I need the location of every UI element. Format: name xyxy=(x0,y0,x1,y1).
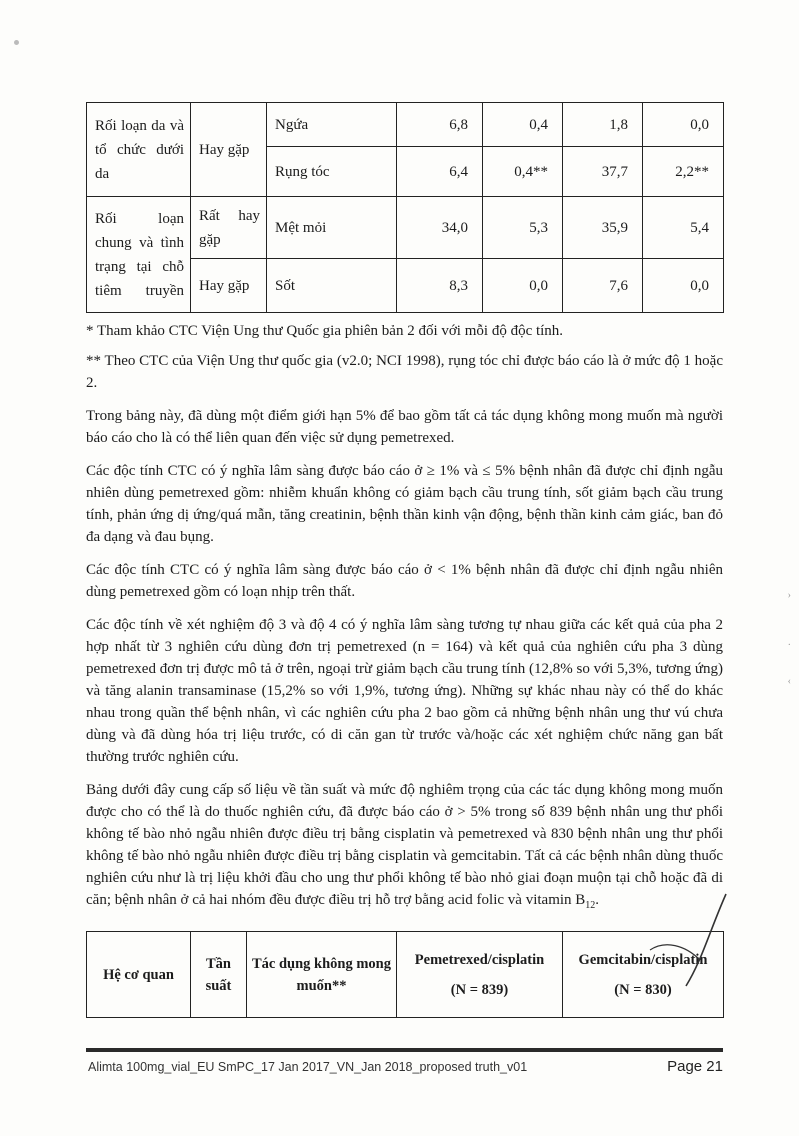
adverse-effects-table-header xyxy=(86,931,724,1018)
adverse-effect-cell: Mệt mỏi xyxy=(267,197,397,259)
header-organ-system: Hệ cơ quan xyxy=(87,932,191,1018)
footer-rule xyxy=(86,1048,723,1052)
scan-edge-mark: ‹ xyxy=(787,676,791,687)
organ-system-cell: Rối loạn chung và tình trạng tại chỗ tiêm truyền xyxy=(87,197,191,313)
value-cell: 37,7 xyxy=(563,147,643,197)
value-cell: 7,6 xyxy=(563,259,643,313)
value-cell: 6,8 xyxy=(397,103,483,147)
handwritten-pen-stroke xyxy=(640,890,730,990)
footnote-ctc: * Tham khảo CTC Viện Ung thư Quốc gia phiên bản 2 đối với mỗi độ độc tính. xyxy=(86,323,564,339)
value-cell: 34,0 xyxy=(397,197,483,259)
value-cell: 6,4 xyxy=(397,147,483,197)
adverse-effect-cell: Rụng tóc xyxy=(267,147,397,197)
body-text xyxy=(86,320,723,928)
paragraph-cutoff: Trong bảng này, đã dùng một điểm giới hạn 5% để bao gồm tất cả tác dụng không mong muốn mà người báo cáo cho là có thể liên quan đến việc sử dụng pemetrexed. xyxy=(86,408,723,446)
value-cell: 0,0 xyxy=(643,103,724,147)
scan-edge-mark: · xyxy=(787,640,791,651)
organ-system-cell: Rối loạn da và tổ chức dưới da xyxy=(87,103,191,197)
value-cell: 0,4 xyxy=(483,103,563,147)
value-cell: 0,0 xyxy=(643,259,724,313)
header-gemcitabin-cisplatin: Gemcitabin/cisplatin (N = 830) xyxy=(563,932,724,1018)
paragraph-ctc-under-1: Các độc tính CTC có ý nghĩa lâm sàng được báo cáo ở < 1% bệnh nhân đã được chỉ định ngẫu nhiên dùng pemetrexed gồm có loạn nhịp trên thất. xyxy=(86,562,723,600)
value-cell: 5,4 xyxy=(643,197,724,259)
footer-page-number: Page 21 xyxy=(667,1058,723,1075)
value-cell: 1,8 xyxy=(563,103,643,147)
value-cell: 8,3 xyxy=(397,259,483,313)
value-cell: 35,9 xyxy=(563,197,643,259)
paragraph-table-intro: Bảng dưới đây cung cấp số liệu về tần suất và mức độ nghiêm trọng của các tác dụng không mong muốn được cho có thể là do thuốc nghiên cứu, đã được báo cáo ở > 5% trong số 839 bệnh nhân ung thư phổi không tế bào nhỏ ngẫu nhiên được điều trị bằng cisplatin và pemetrexed và 830 bệnh nhân ung thư phổi không tế bào nhỏ ngẫu nhiên được điều trị bằng cisplatin và gemcitabin. Tất cả các bệnh nhân dùng thuốc nghiên cứu như là trị liệu khởi đầu cho ung thư phổi không tế bào nhỏ giai đoạn muộn tại chỗ hoặc đã di căn; bệnh nhân ở cả hai nhóm đều được điều trị hỗ trợ bằng acid folic và vitamin $B_{12}$. xyxy=(86,782,723,911)
paragraph-lab-toxicity: Các độc tính về xét nghiệm độ 3 và độ 4 có ý nghĩa lâm sàng tương tự nhau giữa các kết quả của pha 2 hợp nhất từ 3 nghiên cứu dùng đơn trị pemetrexed (n = 164) và kết quả của nghiên cứu pha 3 dùng pemetrexed đơn trị được mô tả ở trên, ngoại trừ giảm bạch cầu trung tính (12,8% so với 5,3%, tương ứng) và tăng alanin transaminase (15,2% so với 1,9%, tương ứng). Những sự khác nhau này có thể do khác nhau trong quần thể bệnh nhân, vì các nghiên cứu pha 2 bao gồm cả những bệnh nhân ung thư vú chưa dùng và đã dùng hóa trị liệu trước, có di căn gan từ trước và/hoặc các xét nghiệm chức năng gan bất thường trước nghiên cứu. xyxy=(86,617,723,765)
adverse-effect-cell: Ngứa xyxy=(267,103,397,147)
frequency-cell: Hay gặp xyxy=(191,103,267,197)
header-frequency: Tần suất xyxy=(191,932,247,1018)
value-cell: 0,0 xyxy=(483,259,563,313)
table-header-row xyxy=(87,932,724,1018)
value-cell: 2,2** xyxy=(643,147,724,197)
value-cell: 0,4** xyxy=(483,147,563,197)
adverse-effect-cell: Sốt xyxy=(267,259,397,313)
adverse-effects-table-continued xyxy=(86,102,724,313)
footnote-alopecia: ** Theo CTC của Viện Ung thư quốc gia (v2.0; NCI 1998), rụng tóc chỉ được báo cáo là ở mức độ 1 hoặc 2. xyxy=(86,353,723,391)
paragraph-ctc-1-5: Các độc tính CTC có ý nghĩa lâm sàng được báo cáo ở ≥ 1% và ≤ 5% bệnh nhân đã được chỉ định ngẫu nhiên dùng pemetrexed gồm: nhiễm khuẩn không có giảm bạch cầu trung tính, sốt giảm bạch cầu trung tính, phản ứng dị ứng/quá mẫn, tăng creatinin, bệnh thần kinh vận động, bệnh thần kinh cảm giác, ban đỏ đa dạng và đau bụng. xyxy=(86,463,723,545)
header-pemetrexed-cisplatin: Pemetrexed/cisplatin (N = 839) xyxy=(397,932,563,1018)
table-row xyxy=(87,103,724,147)
value-cell: 5,3 xyxy=(483,197,563,259)
frequency-cell: Hay gặp xyxy=(191,259,267,313)
subscript: 12 xyxy=(585,900,596,911)
scan-speck xyxy=(14,40,19,45)
footer-document-id: Alimta 100mg_vial_EU SmPC_17 Jan 2017_VN_Jan 2018_proposed truth_v01 xyxy=(88,1060,528,1074)
table-row xyxy=(87,197,724,259)
frequency-cell: Rất hay gặp xyxy=(191,197,267,259)
scan-edge-mark: › xyxy=(787,590,791,601)
header-adverse-effect: Tác dụng không mong muốn** xyxy=(247,932,397,1018)
